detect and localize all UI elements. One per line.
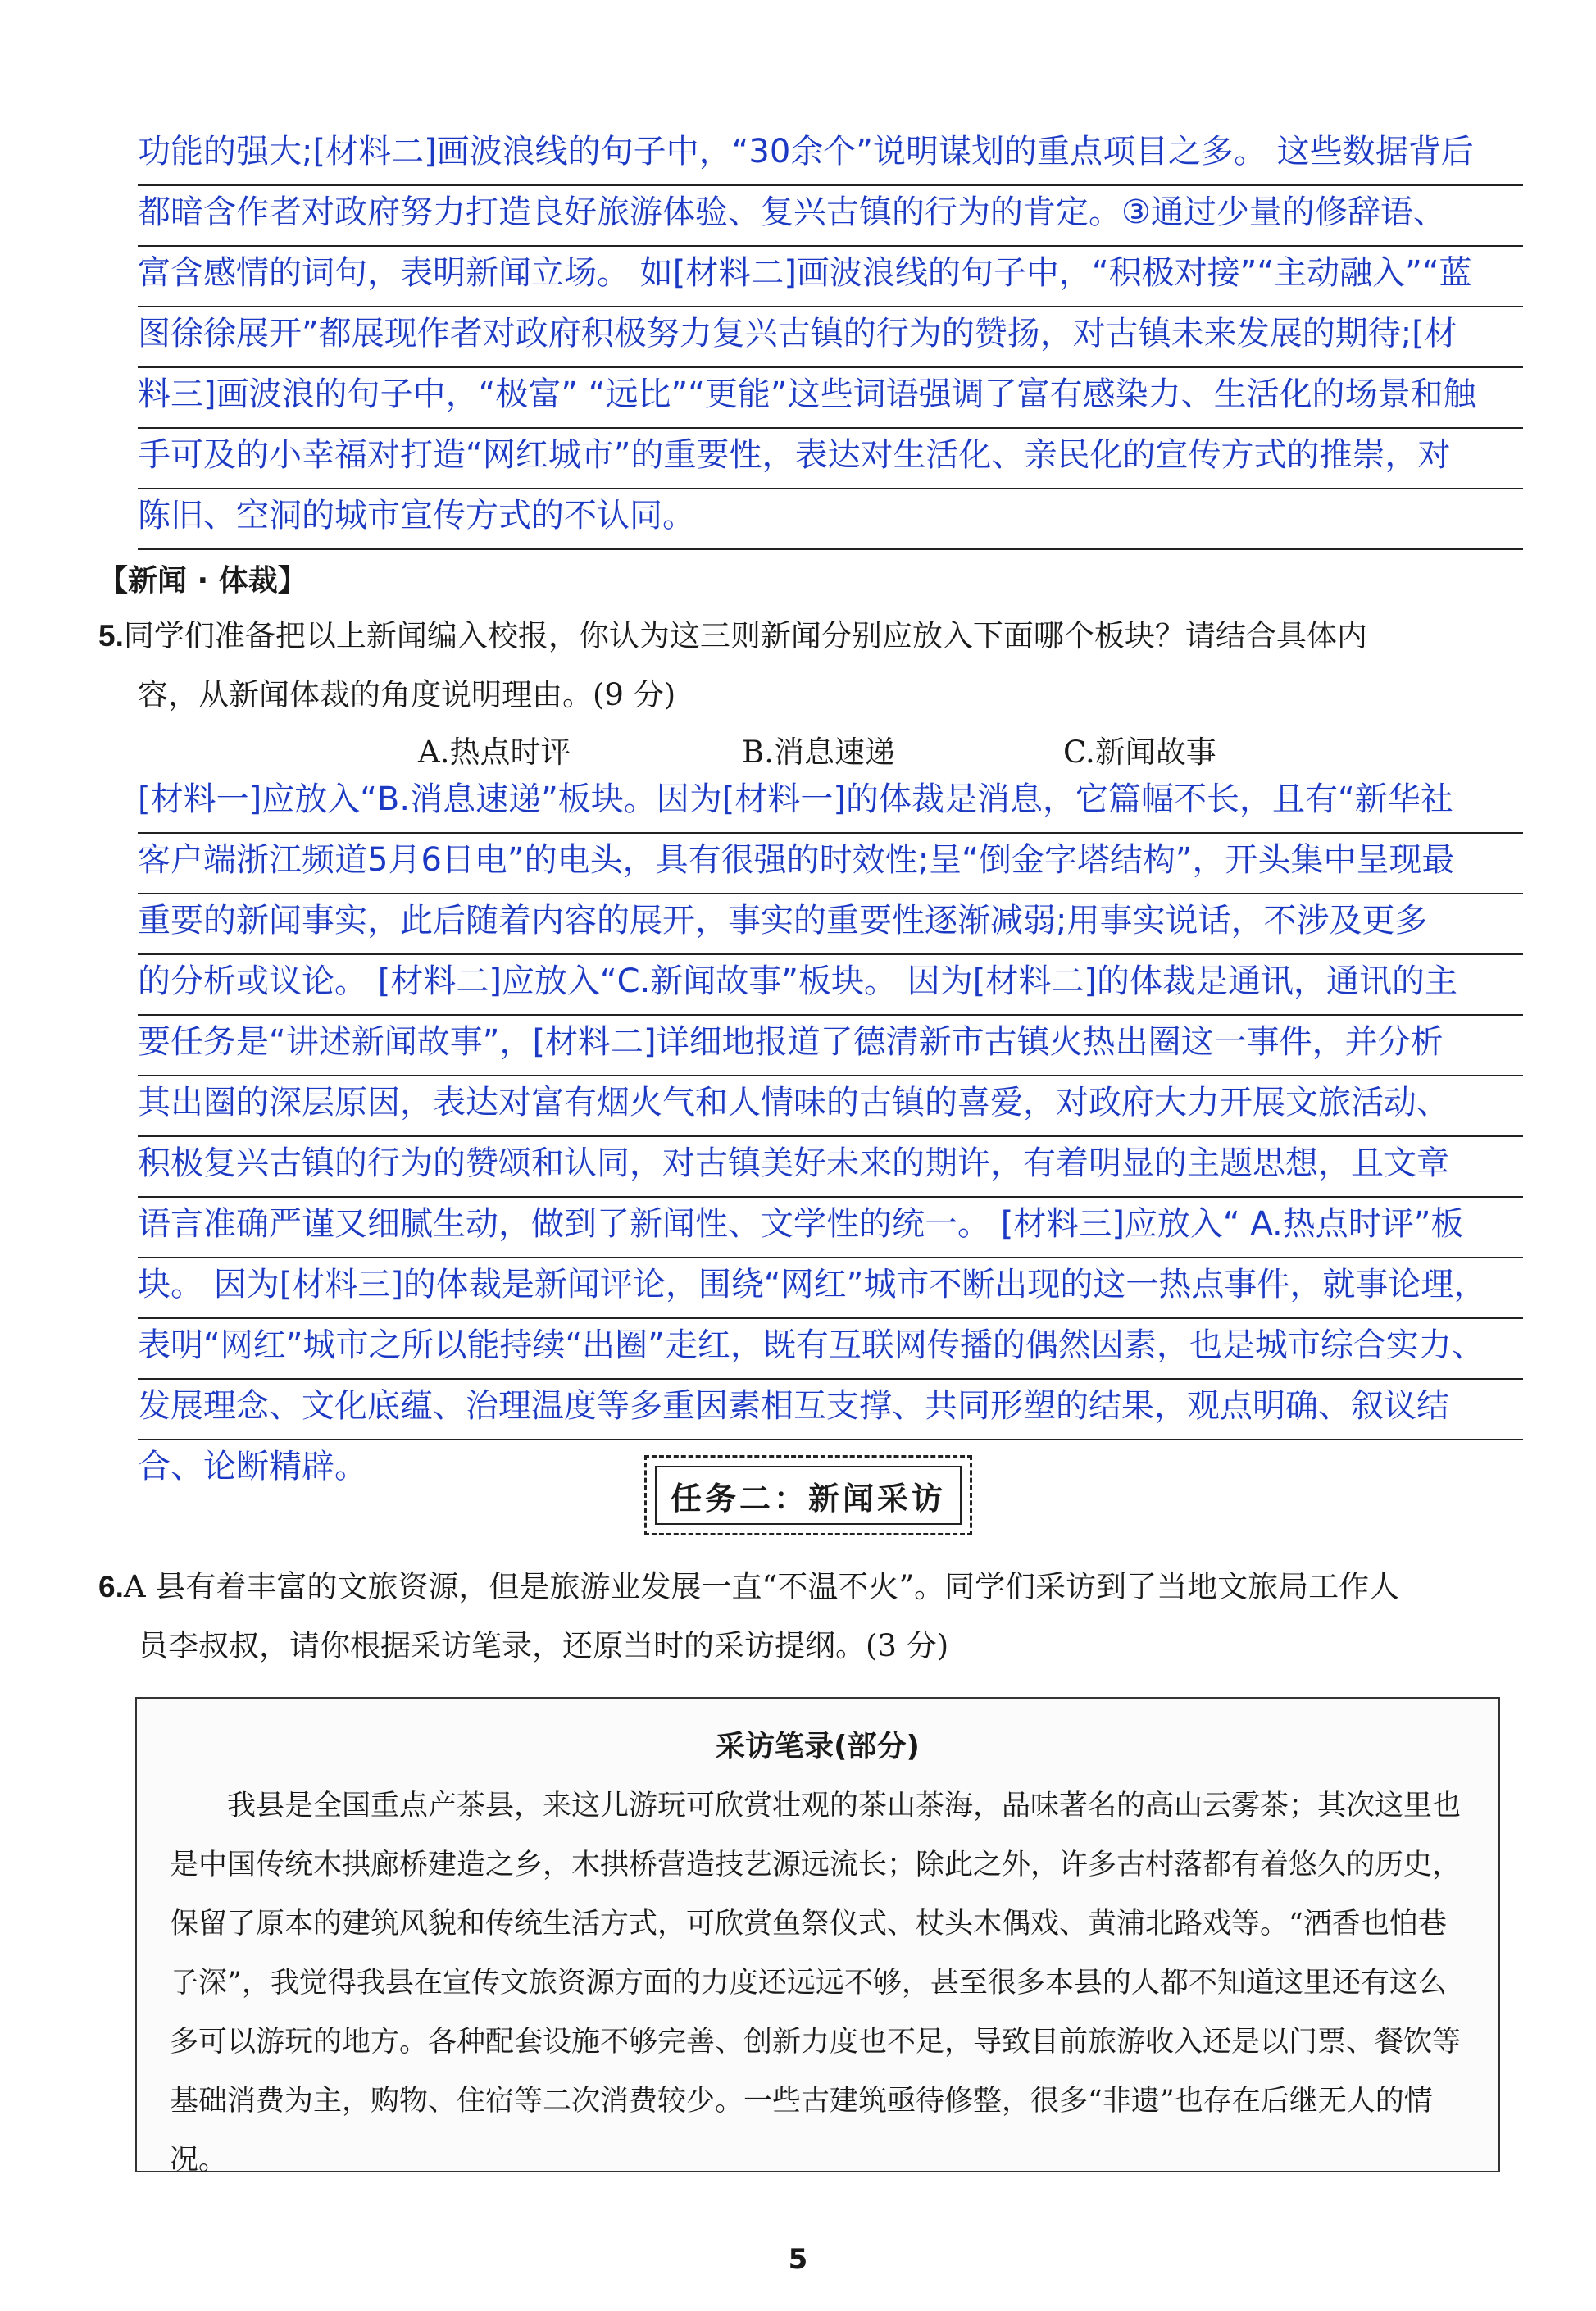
question-6 <box>98 1558 1525 1676</box>
question-text: 同学们准备把以上新闻编入校报，你认为这三则新闻分别应放入下面哪个板块？请结合具体内 <box>123 618 1367 653</box>
answer-line: [材料一]应放入“B.消息速递”板块。因为[材料一]的体裁是消息，它篇幅不长，且有“新华社 <box>138 773 1523 834</box>
section-header: 【新闻 · 体裁】 <box>98 564 307 598</box>
answer-line: 积极复兴古镇的行为的赞颂和认同，对古镇美好未来的期许，有着明显的主题思想，且文章 <box>138 1137 1523 1198</box>
answer-line: 块。 因为[材料三]的体裁是新闻评论，围绕“网红”城市不断出现的这一热点事件，就事论理， <box>138 1258 1523 1319</box>
option-a: A.热点时评 <box>418 735 571 770</box>
answer-line: 其出圈的深层原因，表达对富有烟火气和人情味的古镇的喜爱，对政府大力开展文旅活动、 <box>138 1076 1523 1137</box>
interview-notes-box <box>135 1697 1500 2177</box>
answer-line: 富含感情的词句，表明新闻立场。 如[材料二]画波浪线的句子中，“积极对接”“主动融入”“蓝 <box>138 247 1523 307</box>
task-title-box <box>644 1455 972 1535</box>
answer-line: 都暗含作者对政府努力打造良好旅游体验、复兴古镇的行为的肯定。③通过少量的修辞语、 <box>138 186 1523 247</box>
answer-line: 客户端浙江频道5月6日电”的电头，具有很强的时效性;呈“倒金字塔结构”，开头集中呈现最 <box>138 834 1523 894</box>
answer-line: 语言准确严谨又细腻生动，做到了新闻性、文学性的统一。 [材料三]应放入“ A.热点时评”板 <box>138 1198 1523 1258</box>
answer-line: 的分析或议论。 [材料二]应放入“C.新闻故事”板块。 因为[材料二]的体裁是通讯，通讯的主 <box>138 955 1523 1016</box>
page-number: 5 <box>788 2243 808 2276</box>
option-b: B.消息速递 <box>742 735 895 770</box>
question-5 <box>98 607 1525 725</box>
question-text: A 县有着丰富的文旅资源，但是旅游业发展一直“不温不火”。同学们采访到了当地文旅局工作人 <box>123 1569 1400 1604</box>
task-title: 任务二：新闻采访 <box>655 1466 962 1525</box>
interview-notes-title: 采访笔录(部分) <box>716 1730 920 1763</box>
question-number: 6. <box>98 1570 124 1604</box>
answer-line: 要任务是“讲述新闻故事”，[材料二]详细地报道了德清新市古镇火热出圈这一事件，并分析 <box>138 1016 1523 1076</box>
answer-line: 表明“网红”城市之所以能持续“出圈”走红，既有互联网传播的偶然因素，也是城市综合实力、 <box>138 1319 1523 1380</box>
answer-line: 陈旧、空洞的城市宣传方式的不认同。 <box>138 489 1523 550</box>
answer-block-2 <box>138 773 1523 1499</box>
answer-line: 重要的新闻事实，此后随着内容的展开，事实的重要性逐渐减弱;用事实说话，不涉及更多 <box>138 894 1523 955</box>
answer-line: 功能的强大;[材料二]画波浪线的句子中，“30余个”说明谋划的重点项目之多。 这些数据背后 <box>138 125 1523 186</box>
answer-line: 发展理念、文化底蕴、治理温度等多重因素相互支撑、共同形塑的结果，观点明确、叙议结 <box>138 1380 1523 1440</box>
question-text-continued: 员李叔叔，请你根据采访笔录，还原当时的采访提纲。(3 分) <box>138 1628 949 1663</box>
answer-line: 合、论断精辟。 <box>138 1448 367 1485</box>
question-text-continued: 容，从新闻体裁的角度说明理由。(9 分) <box>138 677 676 712</box>
answer-line: 图徐徐展开”都展现作者对政府积极努力复兴古镇的行为的赞扬，对古镇未来发展的期待;[材 <box>138 307 1523 368</box>
option-c: C.新闻故事 <box>1063 735 1216 770</box>
interview-notes-body: 我县是全国重点产茶县，来这儿游玩可欣赏壮观的茶山茶海，品味著名的高山云雾茶；其次这里也是中国传统木拱廊桥建造之乡，木拱桥营造技艺源远流长；除此之外，许多古村落都有着悠久的历史，保留了原本的建筑风貌和传统生活方式，可欣赏鱼祭仪式、杖头木偶戏、黄浦北路戏等。“酒香也怕巷子深”，我觉得我县在宣传文旅资源方面的力度还远远不够，甚至很多本县的人都不知道这里还有这么多可以游玩的地方。各种配套设施不够完善、创新力度也不足，导致目前旅游收入还是以门票、餐饮等基础消费为主，购物、住宿等二次消费较少。一些古建筑亟待修整，很多“非遗”也存在后继无人的情况。 <box>170 1790 1462 2177</box>
answer-line: 手可及的小幸福对打造“网红城市”的重要性，表达对生活化、亲民化的宣传方式的推崇，对 <box>138 429 1523 489</box>
question-number: 5. <box>98 619 124 653</box>
answer-line: 料三]画波浪的句子中，“极富” “远比”“更能”这些词语强调了富有感染力、生活化的场景和触 <box>138 368 1523 429</box>
answer-block-1 <box>138 125 1523 550</box>
